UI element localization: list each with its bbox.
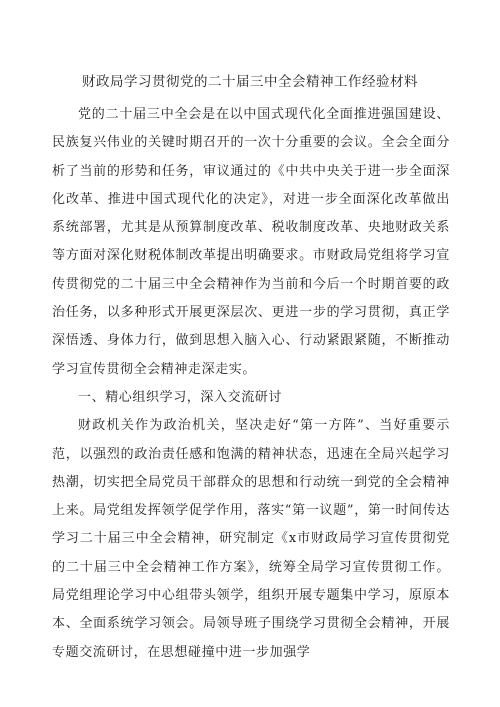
- section-heading: 一、精心组织学习，深入交流研讨: [78, 389, 283, 405]
- document-title: 财政局学习贯彻党的二十届三中全会精神工作经验材料: [82, 74, 418, 90]
- paragraph-intro: 党的二十届三中全会是在以中国式现代化全面推进强国建设、民族复兴伟业的关键时期召开的一次十分重要的会议。全会全面分析了当前的形势和任务，审议通过的《中共中央关于进一步全面深化改革、推进中国式现代化的决定》，对进一步全面深化改革做出系统部署，尤其是从预算制度改革、税收制度改革、央地财政关系等方面对深化财税体制改革提出明确要求。市财政局党组将学习宣传贯彻党的二十届三中全会精神作为当前和今后一个时期首要的政治任务，以多种形式开展更深层次、更进一步的学习贯彻，真正学深悟透、身体力行，做到思想入脑入心、行动紧跟紧随，不断推动学习宣传贯彻全会精神走深走实。: [52, 107, 450, 377]
- document-body: [52, 101, 450, 667]
- paragraph-section-one: 财政机关作为政治机关，坚决走好“第一方阵”、当好重要示范，以强烈的政治责任感和饱满的精神状态，迅速在全局兴起学习热潮，切实把全局党员干部群众的思想和行动统一到党的全会精神上来。局党组发挥领学促学作用，落实“第一议题”，第一时间传达学习二十届三中全会精神，研究制定《x市财政局学习宣传贯彻党的二十届三中全会精神工作方案》，统筹全局学习宣传贯彻工作。局党组理论学习中心组带头领学，组织开展专题集中学习，原原本本、全面系统学习领会。局领导班子围绕学习贯彻全会精神，开展专题交流研讨，在思想碰撞中进一步加强学: [52, 418, 450, 660]
